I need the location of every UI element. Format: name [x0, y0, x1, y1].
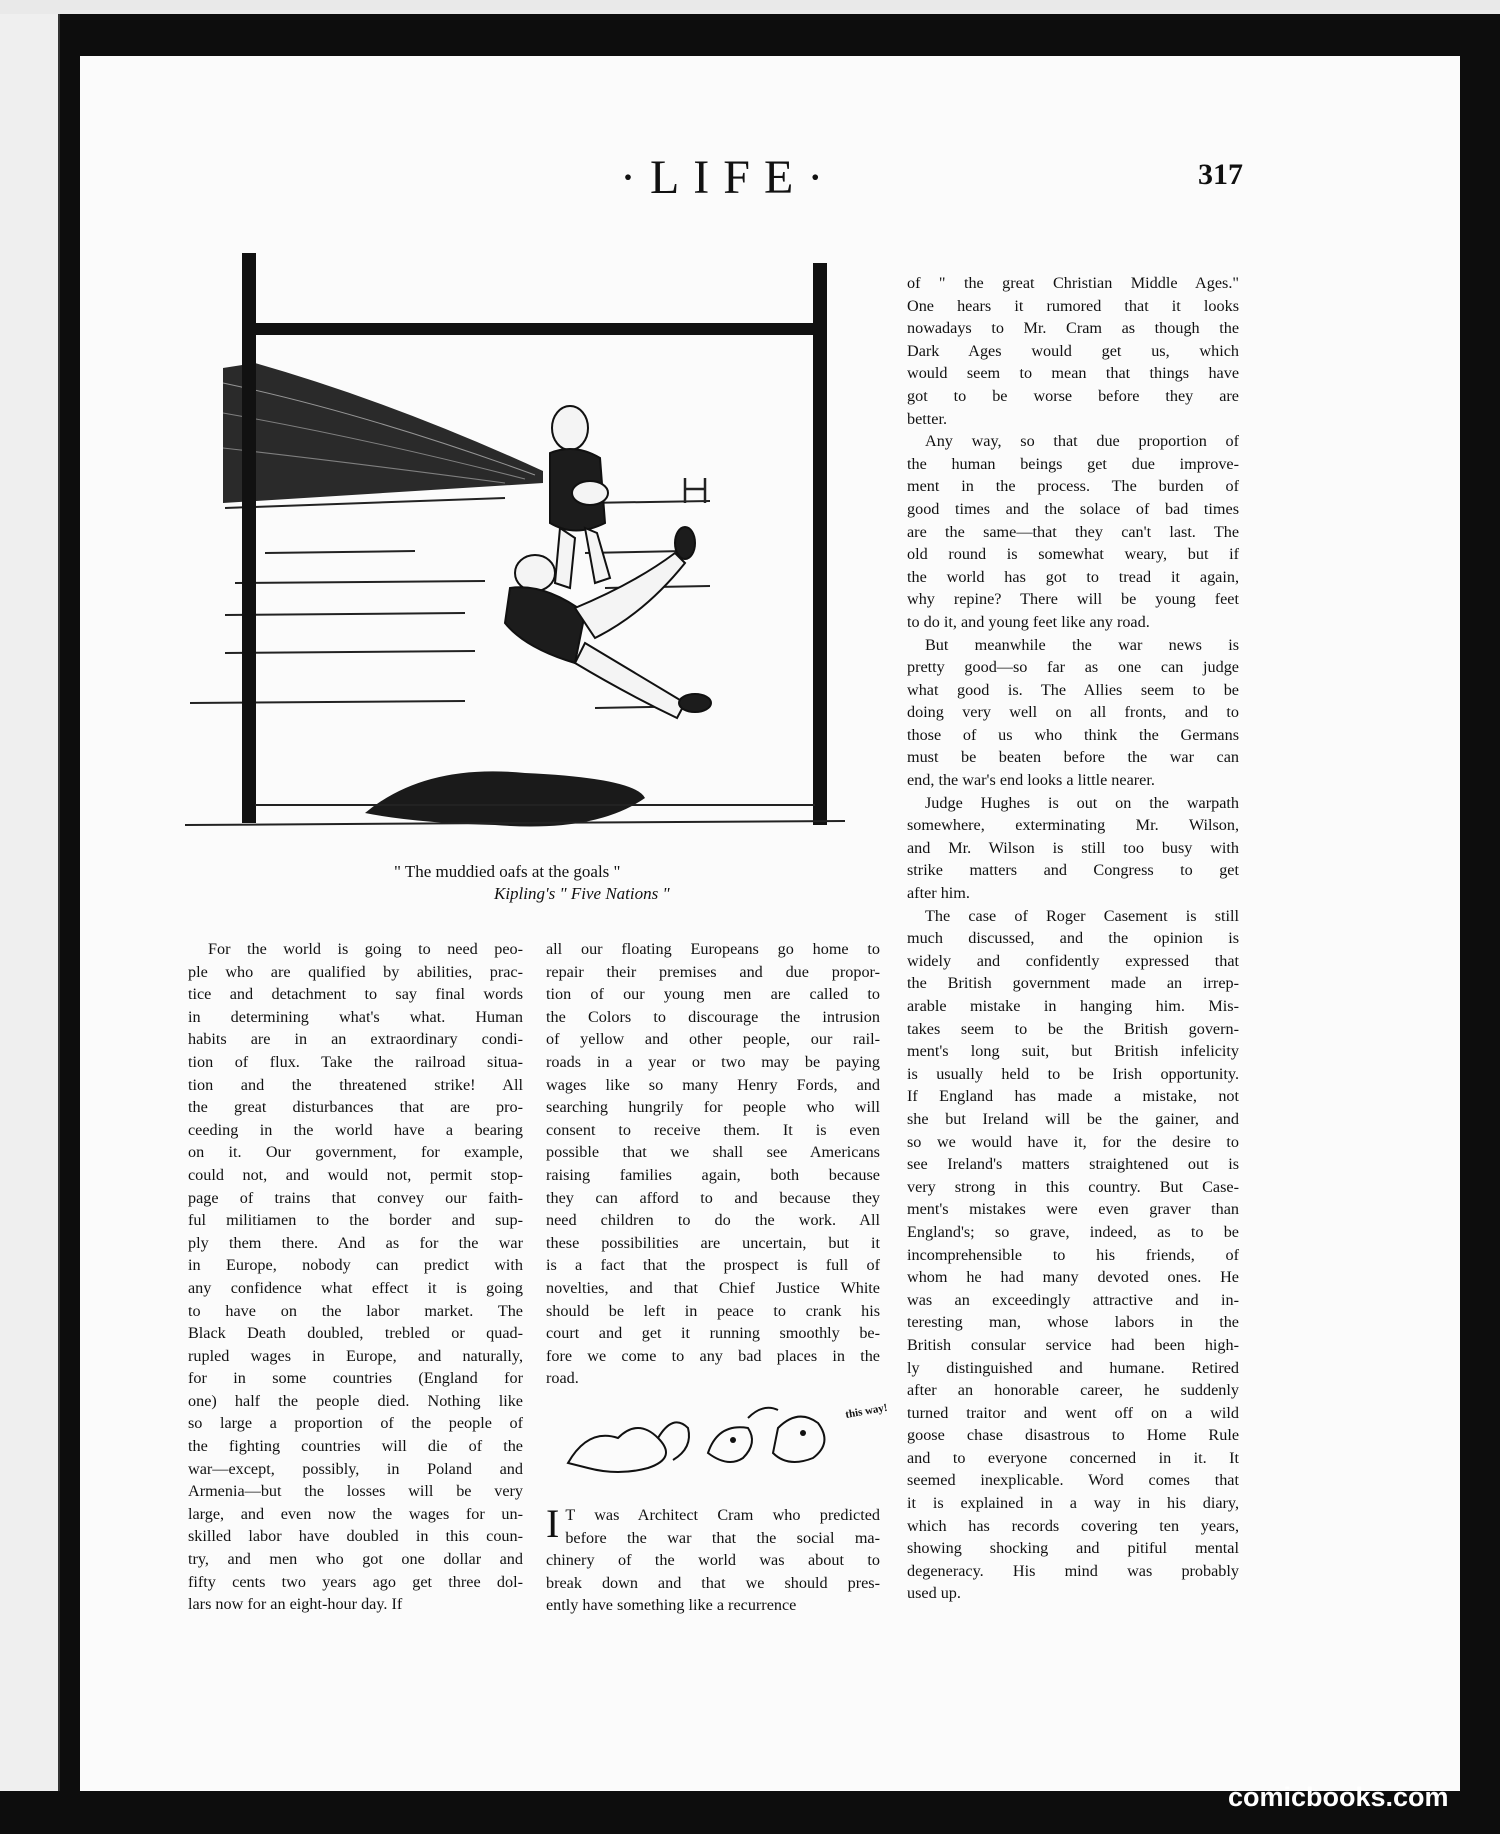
text-line: For the world is going to need peo- [208, 940, 523, 958]
text-line: good times and the solace of bad times [907, 499, 1239, 518]
text-line: lars now for an eight-hour day. If [188, 1595, 403, 1614]
text-line: tion and the threatened strike! All [188, 1075, 523, 1094]
text-line: The case of Roger Casement is still [925, 906, 1239, 925]
text-line: nowadays to Mr. Cram as though the [907, 319, 1239, 338]
text-line: ceeding in the world have a bearing [188, 1120, 523, 1139]
cram-paragraph [546, 1501, 880, 1617]
text-line: ply them there. And as for the war [188, 1233, 523, 1252]
text-line: after an honorable career, he suddenly [907, 1381, 1239, 1400]
text-line: Judge Hughes is out on the warpath [925, 793, 1239, 812]
text-line: end, the war's end looks a little nearer. [907, 771, 1155, 790]
text-line: turned traitor and went off on a wild [907, 1403, 1239, 1422]
text-line: large, and even now the wages for un- [188, 1504, 523, 1523]
text-line: England's; so grave, indeed, as to be [907, 1222, 1239, 1241]
site-watermark: comicbooks.com [1228, 1782, 1449, 1812]
text-line: before the war that the social ma- [565, 1528, 880, 1547]
text-line: got to be worse before they are [907, 386, 1239, 405]
text-line: tion of flux. Take the railroad situa- [188, 1052, 523, 1071]
text-line: these possibilities are uncertain, but it [546, 1233, 880, 1252]
text-line: the world has got to tread it again, [907, 567, 1239, 586]
text-line: fore we come to any bad places in the [546, 1346, 880, 1365]
text-line: somewhere, exterminating Mr. Wilson, [907, 816, 1239, 835]
text-line: why repine? There will be young feet [907, 590, 1239, 609]
text-line: wages like so many Henry Fords, and [546, 1075, 880, 1094]
text-line: ently have something like a recurrence [546, 1596, 797, 1615]
text-line: old round is somewhat weary, but if [907, 545, 1239, 564]
text-line: whom he had many devoted ones. He [907, 1268, 1239, 1287]
text-line: But meanwhile the war news is [925, 635, 1239, 654]
text-line: degeneracy. His mind was probably [907, 1561, 1239, 1580]
text-line: must be beaten before the war can [907, 748, 1239, 767]
text-line: need children to do the work. All [546, 1211, 880, 1230]
text-line: consent to receive them. It is even [546, 1120, 880, 1139]
goalpost-right [813, 263, 827, 825]
text-line: she but Ireland will be the gainer, and [907, 1109, 1239, 1128]
text-line: incomprehensible to his friends, of [907, 1245, 1239, 1264]
text-line: novelties, and that Chief Justice White [546, 1278, 880, 1297]
text-line: T was Architect Cram who predicted [565, 1506, 880, 1524]
text-line: arable mistake in hanging him. Mis- [907, 997, 1239, 1015]
text-line: tice and detachment to say final words [188, 985, 523, 1004]
text-line: searching hungrily for people who will [546, 1098, 880, 1117]
text-line: rupled wages in Europe, and naturally, [188, 1346, 523, 1365]
text-line: strike matters and Congress to get [907, 861, 1239, 880]
text-line: ment's mistakes were even graver than [907, 1200, 1239, 1219]
text-line: takes seem to be the British govern- [907, 1019, 1239, 1038]
cartoon-sign: this way! [844, 1401, 889, 1421]
text-line: Black Death doubled, trebled or quad- [188, 1324, 523, 1343]
text-line: to do it, and young feet like any road. [907, 612, 1150, 631]
distant-goalpost [685, 478, 705, 503]
text-line: and Mr. Wilson is still too busy with [907, 838, 1239, 857]
text-line: those of us who think the Germans [907, 725, 1239, 744]
text-line: very strong in this country. But Case- [907, 1177, 1239, 1196]
text-line: much discussed, and the opinion is [907, 929, 1239, 948]
text-line: British consular service had been high- [907, 1335, 1239, 1354]
text-line: Dark Ages would get us, which [907, 341, 1239, 360]
text-line: page of trains that convey our faith- [188, 1188, 523, 1207]
text-line: see Ireland's matters straightened out is [907, 1155, 1239, 1174]
text-line: of yellow and other people, our rail- [546, 1030, 880, 1049]
text-line: try, and men who got one dollar and [188, 1550, 523, 1569]
text-line: on it. Our government, for example, [188, 1143, 523, 1162]
text-line: any confidence what effect it is going [188, 1278, 523, 1297]
article-column-1 [188, 938, 523, 1616]
goalpost-left [242, 253, 256, 823]
text-line: teresting man, whose labors in the [907, 1313, 1239, 1332]
tackling-player [505, 527, 711, 718]
text-line: should be left in peace to crank his [546, 1301, 880, 1320]
text-line: so we would have it, for the desire to [907, 1132, 1239, 1151]
text-line: ple who are qualified by abilities, prac- [188, 962, 523, 981]
text-line: seemed inexplicable. Word comes that [907, 1471, 1239, 1490]
text-line: was an exceedingly attractive and in- [907, 1290, 1239, 1309]
text-line: widely and confidently expressed that [907, 951, 1239, 970]
text-line: possible that we shall see Americans [546, 1143, 880, 1162]
text-line: raising families again, both because [546, 1165, 880, 1184]
masthead-title: ·LIFE· [620, 151, 838, 204]
text-line: fifty cents two years ago get three dol- [188, 1572, 523, 1591]
text-line: chinery of the world was about to [546, 1551, 880, 1570]
text-line: ful militiamen to the border and sup- [188, 1211, 523, 1230]
text-line: after him. [907, 884, 970, 903]
text-line: skilled labor have doubled in this coun- [188, 1527, 523, 1546]
text-line: would seem to mean that things have [907, 364, 1239, 383]
text-line: ment in the process. The burden of [907, 477, 1239, 496]
text-line: the British government made an irrep- [907, 974, 1239, 993]
dogs-cartoon [548, 1398, 889, 1480]
text-line: in Europe, nobody can predict with [188, 1256, 523, 1275]
text-line: is usually held to be Irish opportunity. [907, 1064, 1239, 1083]
text-line: tion of our young men are called to [546, 985, 880, 1004]
ground-shadow [365, 771, 645, 826]
text-line: they can afford to and because they [546, 1188, 880, 1207]
text-line: If England has made a mistake, not [907, 1087, 1239, 1106]
text-line: goose chase disastrous to Home Rule [907, 1426, 1239, 1445]
text-line: the Colors to discourage the intrusion [546, 1007, 880, 1026]
illustration-credit: Kipling's " Five Nations " [494, 884, 670, 903]
text-line: break down and that we should pres- [546, 1573, 880, 1592]
text-line: which has records covering ten years, [907, 1516, 1239, 1535]
text-line: is a fact that the prospect is full of [546, 1256, 880, 1275]
text-line: doing very well on all fronts, and to [907, 703, 1239, 722]
text-line: and to everyone concerned in it. It [907, 1448, 1239, 1467]
text-line: one) half the people died. Nothing like [188, 1391, 523, 1410]
goalpost-crossbar [253, 323, 817, 335]
text-line: in determining what's what. Human [188, 1007, 523, 1026]
text-line: pretty good—so far as one can judge [907, 658, 1239, 677]
text-line: what good is. The Allies seem to be [907, 680, 1239, 699]
text-line: so large a proportion of the people of [188, 1414, 523, 1433]
text-line: the great disturbances that are pro- [188, 1098, 523, 1117]
text-line: war—except, possibly, in Poland and [188, 1459, 523, 1478]
text-line: ment's long suit, but British infelicity [907, 1042, 1239, 1061]
standing-player [550, 406, 610, 588]
text-line: for in some countries (England for [188, 1369, 523, 1388]
facing-page-edge [0, 14, 60, 1791]
text-line: showing shocking and pitiful mental [907, 1539, 1239, 1558]
article-column-3 [907, 272, 1239, 1605]
drop-cap: I [546, 1501, 560, 1546]
text-line: better. [907, 409, 948, 428]
text-line: roads in a year or two may be paying [546, 1052, 880, 1071]
text-line: habits are in an extraordinary condi- [188, 1030, 523, 1049]
text-line: of " the great Christian Middle Ages." [907, 274, 1239, 292]
text-line: could not, and would not, permit stop- [188, 1165, 523, 1184]
text-line: all our floating Europeans go home to [546, 940, 880, 958]
text-line: used up. [907, 1584, 961, 1603]
article-column-2 [546, 938, 880, 1390]
text-line: One hears it rumored that it looks [907, 296, 1239, 315]
text-line: it is explained in a way in his diary, [907, 1494, 1239, 1513]
illustration-caption: " The muddied oafs at the goals " [394, 862, 621, 881]
text-line: the fighting countries will die of the [188, 1437, 523, 1456]
page-number: 317 [1198, 158, 1243, 191]
text-line: road. [546, 1369, 579, 1388]
text-line: are the same—that they can't last. The [907, 522, 1239, 541]
text-line: to have on the labor market. The [188, 1301, 523, 1320]
text-line: Any way, so that due proportion of [925, 432, 1239, 451]
text-line: repair their premises and due propor- [546, 962, 880, 981]
text-line: the human beings get due improve- [907, 454, 1239, 473]
text-line: Armenia—but the losses will be very [188, 1482, 523, 1501]
text-line: ly distinguished and humane. Retired [907, 1358, 1239, 1377]
football-illustration [165, 253, 855, 853]
text-line: court and get it running smoothly be- [546, 1324, 880, 1343]
scan-top-edge [0, 0, 1500, 14]
